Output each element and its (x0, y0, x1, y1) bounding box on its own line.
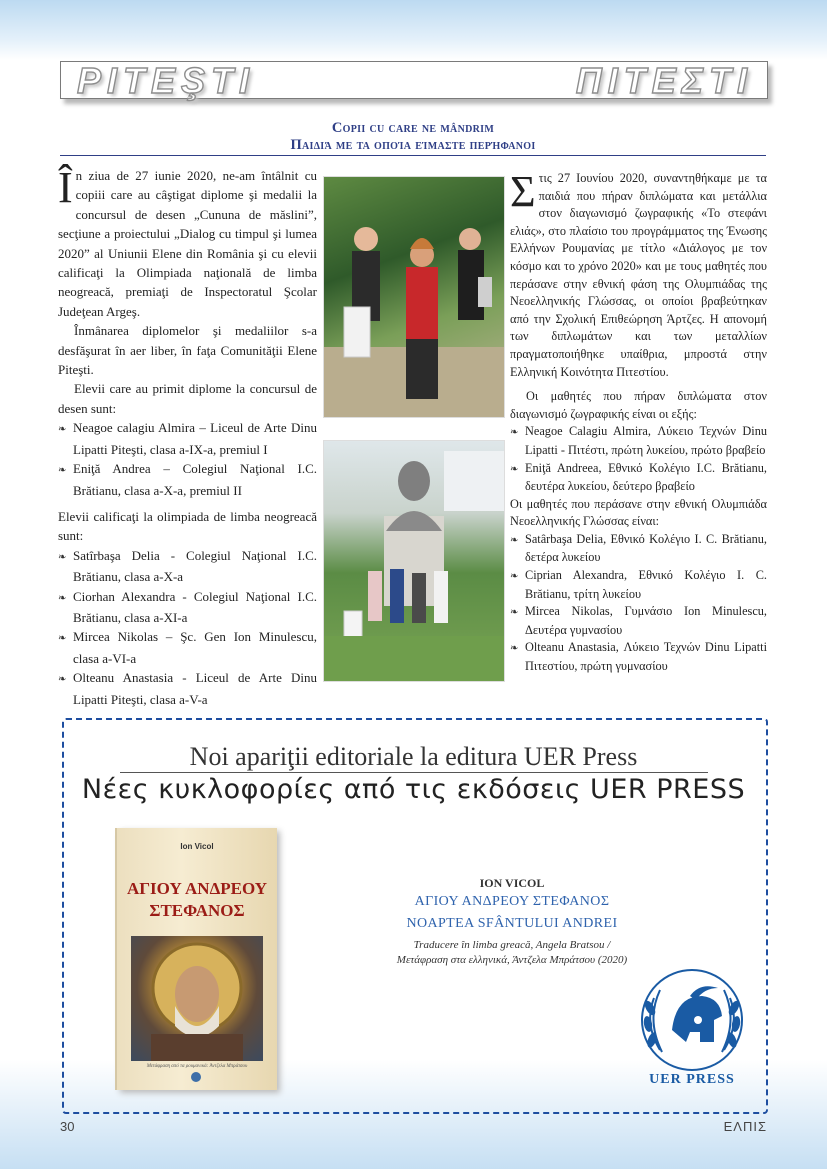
book-title-ro: NOAPTEA SFÂNTULUI ANDREI (406, 916, 618, 931)
book-cover-author: Ion Vicol (180, 842, 214, 851)
paragraph-intro-text-gr: τις 27 Ιουνίου 2020, συναντηθήκαμε με τα παιδιά που πήραν διπλώματα και μετάλλια στον διαγωνισμό ζωγραφικής «Το στεφάνι ελιάς», στο πλαίσιο του προγράμματος της Ένωσης Ελλήνων Ρουμανίας με τίτλο «Διάλογος με τον κόσμο και το χρόνο 2020» και με τους μαθητές που περάσανε στην εθνική φάση της Ολυμπιάδας της Νεοελληνικής Γλώσσας, οι οποίοι βραβεύτηκαν από την Σχολική Επιθεώρηση Άρτζες. Η απονομή των διπλωμάτων και των μεταλλίων πραγματοποιήθηκε υπαίθρια, μπροστά στην Ελληνική Κοινότητα Πιτεστίου. (510, 171, 767, 379)
list-item: ❧ Mircea Nikolas, Γυμνάσιο Ion Minulescu, Δευτέρα γυμνασίου (510, 603, 767, 639)
list-item: ❧ Eniţă Andrea – Colegiul Naţional I.C. Brătianu, clasa a-X-a, premiul II (58, 459, 317, 500)
top-gradient-band (0, 0, 827, 60)
paragraph-olympiad-gr: Οι μαθητές που περάσανε στην εθνική Ολυμπιάδα Νεοελληνικής Γλώσσας είναι: (510, 496, 767, 529)
list-item: ❧ Ciprian Alexandra, Εθνικό Κολέγιο I. C. Brătianu, τρίτη λυκείου (510, 567, 767, 603)
photo-people-illustration (324, 177, 504, 417)
paragraph-intro-ro (58, 163, 317, 321)
article-title-gr: Παιδιά με τα οποία είμαστε περήφανοι (290, 137, 536, 153)
list-item: ❧ Eniţă Andreea, Εθνικό Κολέγιο I.C. Brătianu, δευτέρα λυκείου, δεύτερο βραβείο (510, 460, 767, 496)
paragraph-ceremony-ro: Înmânarea diplomelor şi medaliilor s-a desfăşurat în aer liber, în faţa Comunităţii Elene Piteşti. (58, 323, 317, 378)
paragraph-intro-text-ro: n ziua de 27 iunie 2020, ne-am întâlnit cu copiii care au câştigat diplome şi medalii la concursul de desen „Cununa de măslini”, secţiune a proiectului „Dialog cu timpul şi lumea 2020” al Uniunii Elene din România şi cu elevii calificaţi la Olimpiada naţională de limba neogreacă, premiaţi de Inspectoratul Şcolar Judeţean Argeş. (58, 168, 317, 319)
book-cover (117, 828, 277, 1090)
title-divider (60, 155, 766, 156)
publisher-mark-icon (191, 1072, 201, 1082)
dropcap-gr: Σ (510, 167, 536, 216)
article-title (60, 120, 766, 154)
list-item: ❧ Satîrbaşa Delia - Colegiul Naţional I.C. Brătianu, clasa a-X-a (58, 546, 317, 587)
translation-credit-ro: Traducere în limba greacă, Angela Bratsou / (413, 939, 611, 951)
book-author: ION VICOL (479, 876, 545, 890)
book-cover-title-line1: ΑΓΙΟΥ ΑΝΔΡΕΟΥ (126, 879, 268, 898)
article-column-ro (58, 163, 317, 709)
logo-text: UER PRESS (649, 1072, 735, 1087)
ad-heading-ro: Noi apariţii editoriale la editura UER Press (189, 742, 638, 771)
book-cover-title (121, 878, 273, 922)
dropcap-ro: Î (58, 163, 73, 212)
paragraph-drawing-ro: Elevii care au primit diplome la concursul de desen sunt: (58, 381, 317, 416)
ad-heading-divider (120, 772, 708, 773)
photo-group-statue (323, 440, 505, 682)
list-item: ❧ Satârbaşa Delia, Εθνικό Κολέγιο I. C. Brătianu, δετέρα λυκείου (510, 531, 767, 567)
paragraph-olympiad-ro: Elevii calificaţi la olimpiada de limba neogreacă sunt: (58, 508, 317, 544)
saint-portrait-icon (131, 936, 263, 1061)
magazine-name: ΕΛΠΙΣ (723, 1119, 767, 1134)
paragraph-intro-gr (510, 167, 767, 381)
book-cover-title-line2: ΣΤΕΦΑΝΟΣ (149, 901, 245, 920)
article-title-ro: Copii cu care ne mândrim (331, 120, 495, 136)
list-item: ❧ Neagoe calagiu Almira – Liceul de Arte Dinu Lipatti Piteşti, clasa a-IX-a, premiul I (58, 418, 317, 459)
list-item: ❧ Neagoe Calagiu Almira, Λύκειο Τεχνών Dinu Lipatti - Πιτέστι, πρώτη λυκείου, πρώτο βραβείο (510, 423, 767, 459)
paragraph-drawing-gr: Οι μαθητές που πήραν διπλώματα στον διαγωνισμό ζωγραφικής είναι οι εξής: (510, 389, 767, 421)
city-banner (60, 61, 768, 99)
book-cover-subtitle: Μετάφραση από τα ρουμανικά: Άντζελα Μπράτσου (146, 1064, 248, 1069)
uer-press-logo (632, 968, 752, 1096)
ad-heading-gr: Νέες κυκλοφορίες από τις εκδόσεις UER PRESS (81, 774, 746, 805)
banner-title-gr: ΠΙΤΕΣΤΙ (575, 60, 753, 101)
list-item: ❧ Ciorhan Alexandra - Colegiul Naţional I.C. Brătianu, clasa a-XI-a (58, 587, 317, 628)
laurel-helmet-icon (632, 968, 752, 1074)
article-column-gr (510, 167, 767, 676)
list-item: ❧ Mircea Nikolas – Şc. Gen Ion Minulescu, clasa a-VI-a (58, 627, 317, 668)
list-item: ❧ Olteanu Anastasia - Liceul de Arte Dinu Lipatti Piteşti, clasa a-V-a (58, 668, 317, 709)
translation-credit-gr: Μετάφραση στα ελληνικά, Άντζελα Μπράτσου (2020) (396, 954, 628, 966)
photo-statue-illustration (324, 441, 504, 681)
photo-award-ceremony (323, 176, 505, 418)
banner-title-ro: PITEŞTI (77, 60, 256, 101)
page-number: 30 (60, 1119, 75, 1134)
book-title-gr: ΑΓΙΟΥ ΑΝΔΡΕΟΥ ΣΤΕΦΑΝΟΣ (414, 894, 610, 909)
saint-icon-artwork (131, 936, 263, 1061)
list-item: ❧ Olteanu Anastasia, Λύκειο Τεχνών Dinu Lipatti Πιτεστίου, πρώτη γυμνασίου (510, 639, 767, 675)
